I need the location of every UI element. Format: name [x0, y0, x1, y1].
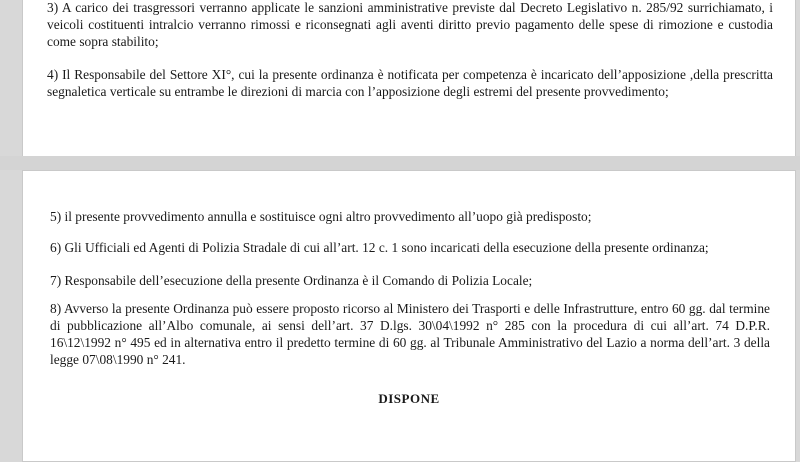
paragraph-7: 7) Responsabile dell’esecuzione della presente Ordinanza è il Comando di Polizia Locale;	[50, 273, 533, 288]
paragraph-5: 5) il presente provvedimento annulla e sostituisce ogni altro provvedimento all’uopo già predisposto;	[50, 209, 592, 224]
document-page-bottom	[22, 170, 796, 462]
section-heading-dispone: DISPONE	[378, 391, 440, 406]
document-page-top	[22, 0, 796, 157]
paragraph-6: 6) Gli Ufficiali ed Agenti di Polizia Stradale di cui all’art. 12 c. 1 sono incaricati della esecuzione della presente ordinanza;	[50, 240, 709, 255]
page-gap	[0, 156, 800, 170]
paragraph-3: 3) A carico dei trasgressori verranno applicate le sanzioni amministrative previste dal Decreto Legislativo n. 285/92 surrichiamato, i veicoli costituenti intralcio verranno rimossi e riconsegnati agli aventi diritto previo pagamento delle spese di rimozione e custodia come sopra stabilito;	[47, 0, 773, 49]
paragraph-4: 4) Il Responsabile del Settore XI°, cui la presente ordinanza è notificata per competenza è incaricato dell’apposizione ,della prescritta segnaletica verticale su entrambe le direzioni di marcia con l’apposizione degli estremi del presente provvedimento;	[47, 67, 773, 99]
paragraph-8: 8) Avverso la presente Ordinanza può essere proposto ricorso al Ministero dei Trasporti e delle Infrastrutture, entro 60 gg. dal termine di pubblicazione all’Albo comunale, ai sensi dell’art. 37 D.lgs. 30\04\1992 n° 285 con la procedura di cui all’art. 74 D.P.R. 16\12\1992 n° 495 ed in alternativa entro il predetto termine di 60 gg. al Tribunale Amministrativo del Lazio a norma dell’art. 3 della legge 07\08\1990 n° 241.	[50, 301, 770, 367]
